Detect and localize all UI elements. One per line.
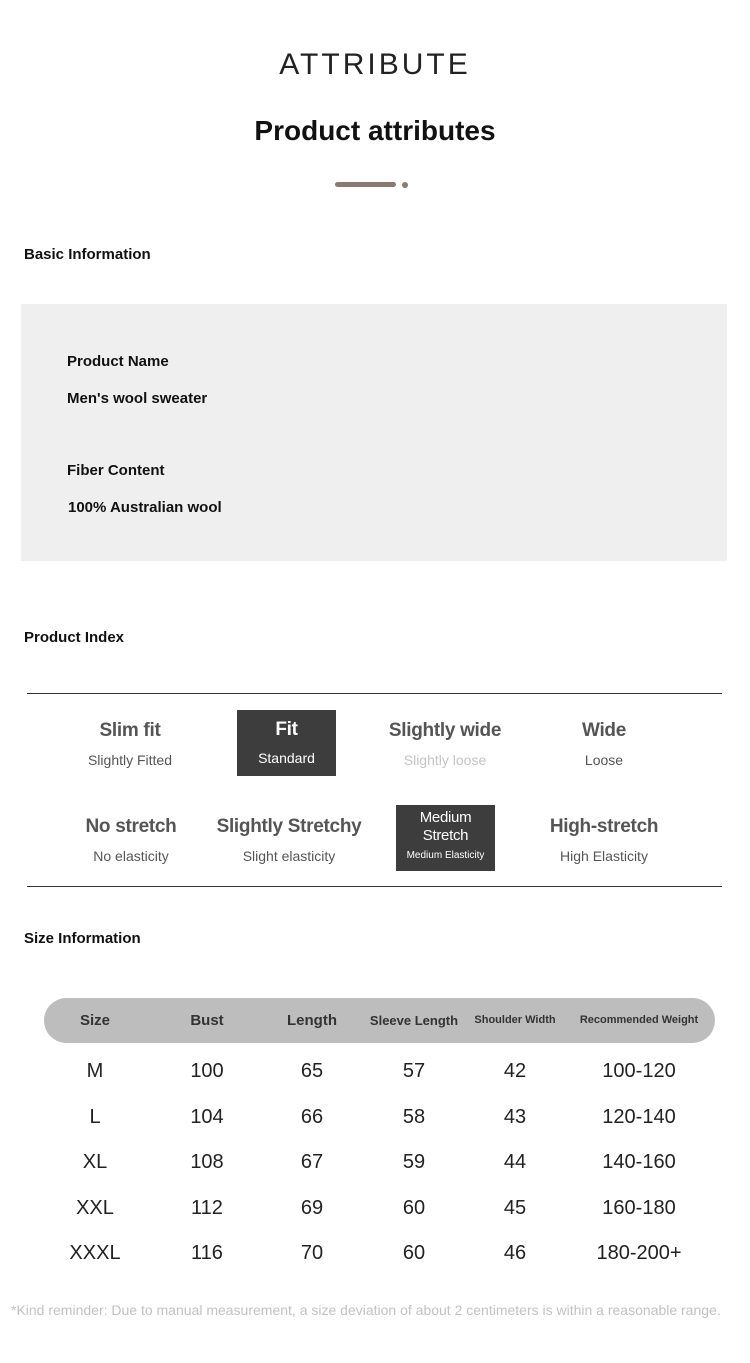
- table-cell: 100: [190, 1060, 224, 1082]
- table-cell: 44: [503, 1151, 527, 1173]
- table-cell: 70: [300, 1242, 324, 1264]
- table-cell: 60: [402, 1197, 426, 1219]
- fit-option-slightly-wide-main: Slightly wide: [388, 720, 502, 741]
- fiber-content-label: Fiber Content: [67, 462, 165, 479]
- col-shoulder-width: Shoulder Width: [474, 1014, 556, 1026]
- table-cell: XXL: [76, 1197, 114, 1219]
- stretch-option-none-sub: No elasticity: [93, 848, 169, 864]
- fit-option-slim-sub: Slightly Fitted: [87, 752, 173, 768]
- table-cell: 112: [191, 1197, 223, 1219]
- stretch-option-high-sub: High Elasticity: [560, 848, 648, 864]
- fit-option-wide-sub: Loose: [584, 752, 624, 768]
- fit-option-wide-main: Wide: [581, 720, 627, 741]
- stretch-option-high: [529, 816, 679, 864]
- stretch-option-medium-sub: Medium Elasticity: [406, 850, 485, 861]
- divider-bottom: [27, 886, 722, 887]
- accent-bar: [335, 182, 396, 187]
- table-cell: 120-140: [602, 1106, 676, 1128]
- fit-option-standard-main: Fit: [275, 719, 298, 740]
- fit-option-wide: [544, 720, 664, 768]
- table-cell: 69: [300, 1197, 324, 1219]
- fit-option-slim: [70, 720, 190, 768]
- fit-option-standard: [237, 710, 336, 776]
- product-name-value: Men's wool sweater: [67, 390, 208, 407]
- table-cell: 60: [402, 1242, 426, 1264]
- table-cell: 45: [503, 1197, 527, 1219]
- table-cell: 58: [402, 1106, 426, 1128]
- table-cell: XXXL: [69, 1242, 121, 1264]
- product-name-label: Product Name: [67, 353, 169, 370]
- fit-option-slightly-wide-sub: Slightly loose: [403, 752, 487, 768]
- stretch-option-slight-sub: Slight elasticity: [242, 848, 336, 864]
- table-cell: 67: [300, 1151, 324, 1173]
- table-cell: 140-160: [602, 1151, 676, 1173]
- table-cell: 42: [503, 1060, 527, 1082]
- table-cell: 65: [300, 1060, 324, 1082]
- measurement-note: *Kind reminder: Due to manual measurement, a size deviation of about 2 centimeters is within a reasonable range.: [11, 1302, 721, 1318]
- table-cell: 116: [191, 1242, 223, 1264]
- stretch-option-none-main: No stretch: [85, 816, 177, 837]
- table-cell: M: [86, 1060, 104, 1082]
- stretch-option-slight-main: Slightly Stretchy: [216, 816, 362, 837]
- basic-info-panel: [21, 304, 727, 561]
- table-cell: 57: [402, 1060, 426, 1082]
- table-cell: 160-180: [602, 1197, 676, 1219]
- stretch-option-slight: [214, 816, 364, 864]
- fiber-content-value: 100% Australian wool: [68, 499, 222, 516]
- size-info-heading: Size Information: [24, 930, 141, 947]
- table-cell: 100-120: [602, 1060, 676, 1082]
- table-cell: L: [89, 1106, 101, 1128]
- stretch-option-medium-main: Medium Stretch: [419, 809, 472, 844]
- col-size: Size: [79, 1012, 110, 1029]
- col-sleeve-length: Sleeve Length: [369, 1013, 459, 1028]
- fit-option-slim-main: Slim fit: [99, 720, 161, 741]
- stretch-option-high-main: High-stretch: [549, 816, 659, 837]
- table-cell: 66: [300, 1106, 324, 1128]
- col-recommended-weight: Recommended Weight: [579, 1014, 699, 1026]
- table-cell: XL: [82, 1151, 108, 1173]
- fit-option-standard-sub: Standard: [258, 750, 315, 766]
- col-length: Length: [287, 1012, 337, 1029]
- col-bust: Bust: [190, 1012, 224, 1029]
- table-cell: 180-200+: [596, 1242, 682, 1264]
- fit-option-slightly-wide: [385, 720, 505, 768]
- table-cell: 46: [503, 1242, 527, 1264]
- table-cell: 59: [402, 1151, 426, 1173]
- stretch-option-medium: [396, 805, 495, 871]
- divider-top: [27, 693, 722, 694]
- basic-info-heading: Basic Information: [24, 246, 151, 263]
- accent-dot: [402, 182, 408, 188]
- table-cell: 108: [190, 1151, 224, 1173]
- product-index-heading: Product Index: [24, 629, 125, 646]
- eyebrow-title: ATTRIBUTE: [279, 48, 471, 81]
- table-cell: 43: [503, 1106, 527, 1128]
- page-title: Product attributes: [254, 115, 496, 146]
- stretch-option-none: [71, 816, 191, 864]
- table-cell: 104: [190, 1106, 224, 1128]
